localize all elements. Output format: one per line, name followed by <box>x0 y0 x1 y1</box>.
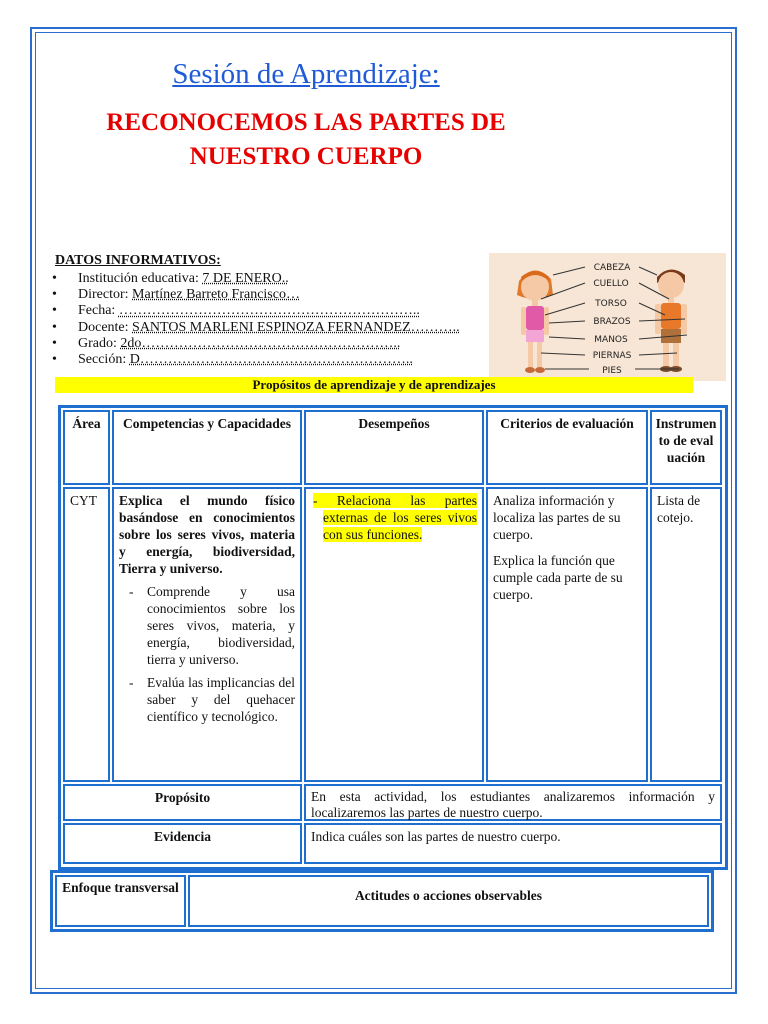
desempeno-text: - Relaciona las partes externas de los seres vivos con sus funciones. <box>313 493 477 542</box>
cell-criterios <box>486 487 648 782</box>
boy-figure <box>655 269 687 372</box>
lesson-title-line1: RECONOCEMOS LAS PARTES DE <box>106 109 506 136</box>
label-piernas: PIERNAS <box>592 351 632 361</box>
header-area: Área <box>63 410 110 485</box>
cell-instrumento: Lista de cotejo. <box>650 487 722 782</box>
header-criterios: Criterios de evaluación <box>486 410 648 485</box>
label-pies: PIES <box>602 366 622 376</box>
header-desempenos: Desempeños <box>304 410 484 485</box>
proposito-label: Propósito <box>63 784 302 821</box>
datos-item: • Sección: D………………………………………………….. <box>52 352 460 368</box>
criterio-1: Analiza información y localiza las partes de su cuerpo. <box>493 493 621 542</box>
purpose-bar: Propósitos de aprendizaje y de aprendizajes <box>55 377 693 393</box>
datos-item: • Grado: 2do……………………………………………….. <box>52 336 460 352</box>
label-manos: MANOS <box>594 335 628 345</box>
capacidad-item: - Evalúa las implicancias del saber y del quehacer científico y tecnológico. <box>119 674 295 725</box>
session-title: Sesión de Aprendizaje: <box>172 58 440 90</box>
lesson-title-line2: NUESTRO CUERPO <box>189 143 423 170</box>
header-instrumento: Instrumento de evaluación <box>650 410 722 485</box>
label-brazos: BRAZOS <box>593 317 631 327</box>
datos-list <box>52 271 460 368</box>
evidencia-label: Evidencia <box>63 823 302 864</box>
datos-heading: DATOS INFORMATIVOS: <box>55 253 221 268</box>
evidencia-text: Indica cuáles son las partes de nuestro cuerpo. <box>304 823 722 864</box>
proposito-text: En esta actividad, los estudiantes analizaremos información y localizaremos las partes de nuestro cuerpo. <box>304 784 722 821</box>
header-competencias: Competencias y Capacidades <box>112 410 302 485</box>
cell-area: CYT <box>63 487 110 782</box>
actitudes-label: Actitudes o acciones observables <box>188 875 709 927</box>
label-cuello: CUELLO <box>593 279 629 289</box>
label-cabeza: CABEZA <box>593 263 631 273</box>
capacidades-list <box>119 583 295 725</box>
capacidad-item: - Comprende y usa conocimientos sobre los seres vivos, materia, y energía, biodiversidad, tierra y universo. <box>119 583 295 668</box>
datos-item: • Institución educativa: 7 DE ENERO.. <box>52 271 460 287</box>
body-parts-illustration <box>489 253 726 381</box>
cell-competencias <box>112 487 302 782</box>
competencia-text: Explica el mundo físico basándose en conocimientos sobre los seres vivos, materia y energía, biodiversidad, Tierra y universo. <box>119 493 295 576</box>
cell-desempenos <box>304 487 484 782</box>
label-torso: TORSO <box>595 299 627 309</box>
children-body-parts-image <box>489 253 726 381</box>
enfoque-label: Enfoque transversal <box>55 875 186 927</box>
datos-item: • Docente: SANTOS MARLENI ESPINOZA FERNANDEZ……….. <box>52 320 460 336</box>
criterio-2: Explica la función que cumple cada parte de su cuerpo. <box>493 553 623 602</box>
girl-figure <box>517 270 553 373</box>
datos-item: • Director: Martínez Barreto Francisco… <box>52 287 460 303</box>
datos-item: • Fecha: ……………………………………………………….. <box>52 303 460 319</box>
